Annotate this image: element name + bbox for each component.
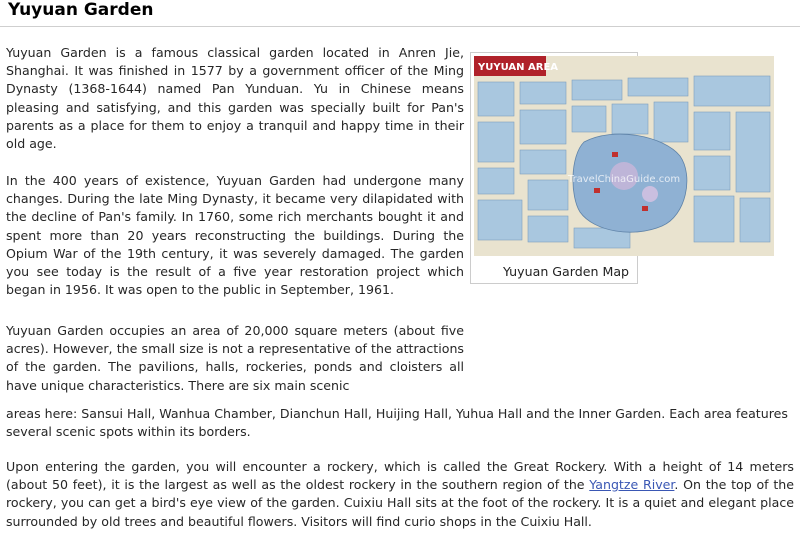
- map-watermark: TravelChinaGuide.com: [567, 174, 681, 185]
- map-title: YUYUAN AREA: [478, 62, 559, 73]
- rockery-text-after: . On the top of the rockery, you can get a bird's eye view of the garden. Cuixiu Hall sits at the foot of the rockery. It is a quiet and elegant place surrounded by old trees and beautiful flowers. Visitors will find curio shops in the Cuixiu Hall.: [6, 477, 794, 529]
- map-caption: Yuyuan Garden Map: [502, 264, 630, 279]
- paragraph-rockery: [6, 458, 794, 531]
- map-figure: [470, 52, 681, 284]
- paragraph-intro: Yuyuan Garden is a famous classical garden located in Anren Jie, Shanghai. It was finished in 1577 by a government officer of the Ming Dynasty (1368-1644) named Pan Yunduan. Yu in Chinese means pleasing and satisfying, and this garden was specially built for Pan's parents as a place for them to enjoy a tranquil and happy time in their old age.: [6, 45, 464, 152]
- title-divider: [0, 26, 800, 27]
- yangtze-river-link[interactable]: Yangtze River: [589, 477, 675, 493]
- paragraph-area-part2: areas here: Sansui Hall, Wanhua Chamber, Dianchun Hall, Huijing Hall, Yuhua Hall and the Inner Garden. Each area features several scenic spots within its borders.: [6, 406, 788, 440]
- yuyuan-area-map[interactable]: [474, 56, 774, 256]
- paragraph-history: In the 400 years of existence, Yuyuan Garden had undergone many changes. During the late Ming Dynasty, it became very dilapidated with the decline of Pan's family. In 1760, some rich merchants bought it and spent more than 20 years reconstructing the buildings. During the Opium War of the 19th century, it was severely damaged. The garden you see today is the result of a five year restoration project which began in 1956. It was open to the public in September, 1961.: [6, 173, 464, 298]
- paragraph-area-part1: Yuyuan Garden occupies an area of 20,000 square meters (about five acres). However, the small size is not a representative of the attractions of the garden. The pavilions, halls, rockeries, ponds and cloisters all have unique characteristics. There are six main scenic: [6, 323, 464, 393]
- rockery-text-before: Upon entering the garden, you will encounter a rockery, which is called the Great Rockery. With a height of 14 meters (about 50 feet), it is the largest as well as the oldest rockery in the southern region of the: [6, 459, 794, 493]
- page-title: Yuyuan Garden: [8, 0, 154, 20]
